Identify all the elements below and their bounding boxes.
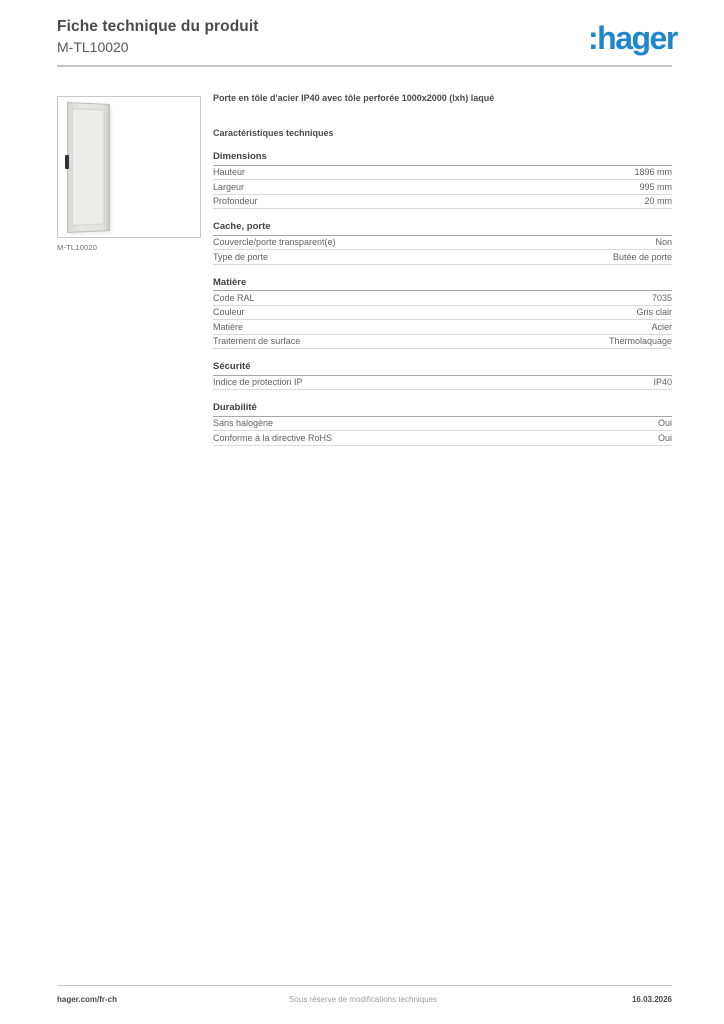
section-title: Sécurité [213, 362, 672, 376]
row-value: Oui [657, 432, 672, 443]
section-dimensions [213, 152, 672, 209]
door-perforated-panel [72, 108, 105, 226]
footer-date: 16.03.2026 [631, 995, 672, 1004]
product-reference: M-TL10020 [57, 39, 129, 55]
door-face [67, 102, 110, 233]
row-label: Hauteur [213, 167, 246, 178]
characteristics-heading: Caractéristiques techniques [213, 128, 334, 138]
row-label: Couleur [213, 307, 245, 318]
row-value: 1896 mm [634, 167, 672, 178]
row-value: Butée de porte [612, 251, 672, 262]
table-row [213, 335, 672, 350]
table-row [213, 306, 672, 321]
table-row [213, 376, 672, 391]
hager-logo: :hager [588, 20, 677, 56]
table-row [213, 180, 672, 195]
row-label: Couvercle/porte transparent(e) [213, 237, 336, 248]
table-row [213, 250, 672, 265]
product-description: Porte en tôle d'acier IP40 avec tôle perforée 1000x2000 (lxh) laqué [213, 93, 495, 103]
row-label: Largeur [213, 181, 245, 192]
table-row [213, 166, 672, 181]
table-row [213, 320, 672, 335]
row-value: IP40 [653, 377, 672, 388]
door-illustration [65, 102, 113, 231]
row-label: Type de porte [213, 251, 269, 262]
section-title: Cache, porte [213, 222, 672, 236]
section-title: Durabilité [213, 403, 672, 417]
table-row [213, 417, 672, 432]
footer-divider [57, 985, 672, 986]
row-value: Oui [657, 418, 672, 429]
section-durabilite [213, 403, 672, 446]
section-title: Dimensions [213, 152, 672, 166]
section-matiere [213, 278, 672, 350]
section-cache-porte [213, 222, 672, 265]
section-securite [213, 362, 672, 390]
row-value: 7035 [651, 292, 672, 303]
footer-disclaimer: Sous réserve de modifications techniques [288, 995, 438, 1004]
page-title: Fiche technique du produit [57, 18, 259, 35]
row-label: Indice de protection IP [213, 377, 303, 388]
row-value: Thermolaquage [608, 336, 672, 347]
row-value: Gris clair [636, 307, 672, 318]
row-value: Non [655, 237, 672, 248]
table-row [213, 291, 672, 306]
table-row [213, 431, 672, 446]
row-label: Code RAL [213, 292, 255, 303]
image-caption: M-TL10020 [57, 243, 98, 252]
footer-website: hager.com/fr-ch [57, 995, 118, 1004]
row-label: Matière [213, 321, 244, 332]
row-label: Conforme à la directive RoHS [213, 432, 333, 443]
row-value: 20 mm [644, 196, 672, 207]
row-value: Acier [651, 321, 672, 332]
row-label: Profondeur [213, 196, 258, 207]
row-value: 995 mm [639, 181, 672, 192]
section-title: Matière [213, 278, 672, 292]
content-column [213, 92, 672, 446]
row-label: Sans halogène [213, 418, 274, 429]
table-row [213, 236, 672, 251]
row-label: Traitement de surface [213, 336, 301, 347]
product-image [57, 96, 201, 238]
header-divider [57, 65, 672, 67]
door-handle [65, 155, 69, 169]
table-row [213, 195, 672, 210]
